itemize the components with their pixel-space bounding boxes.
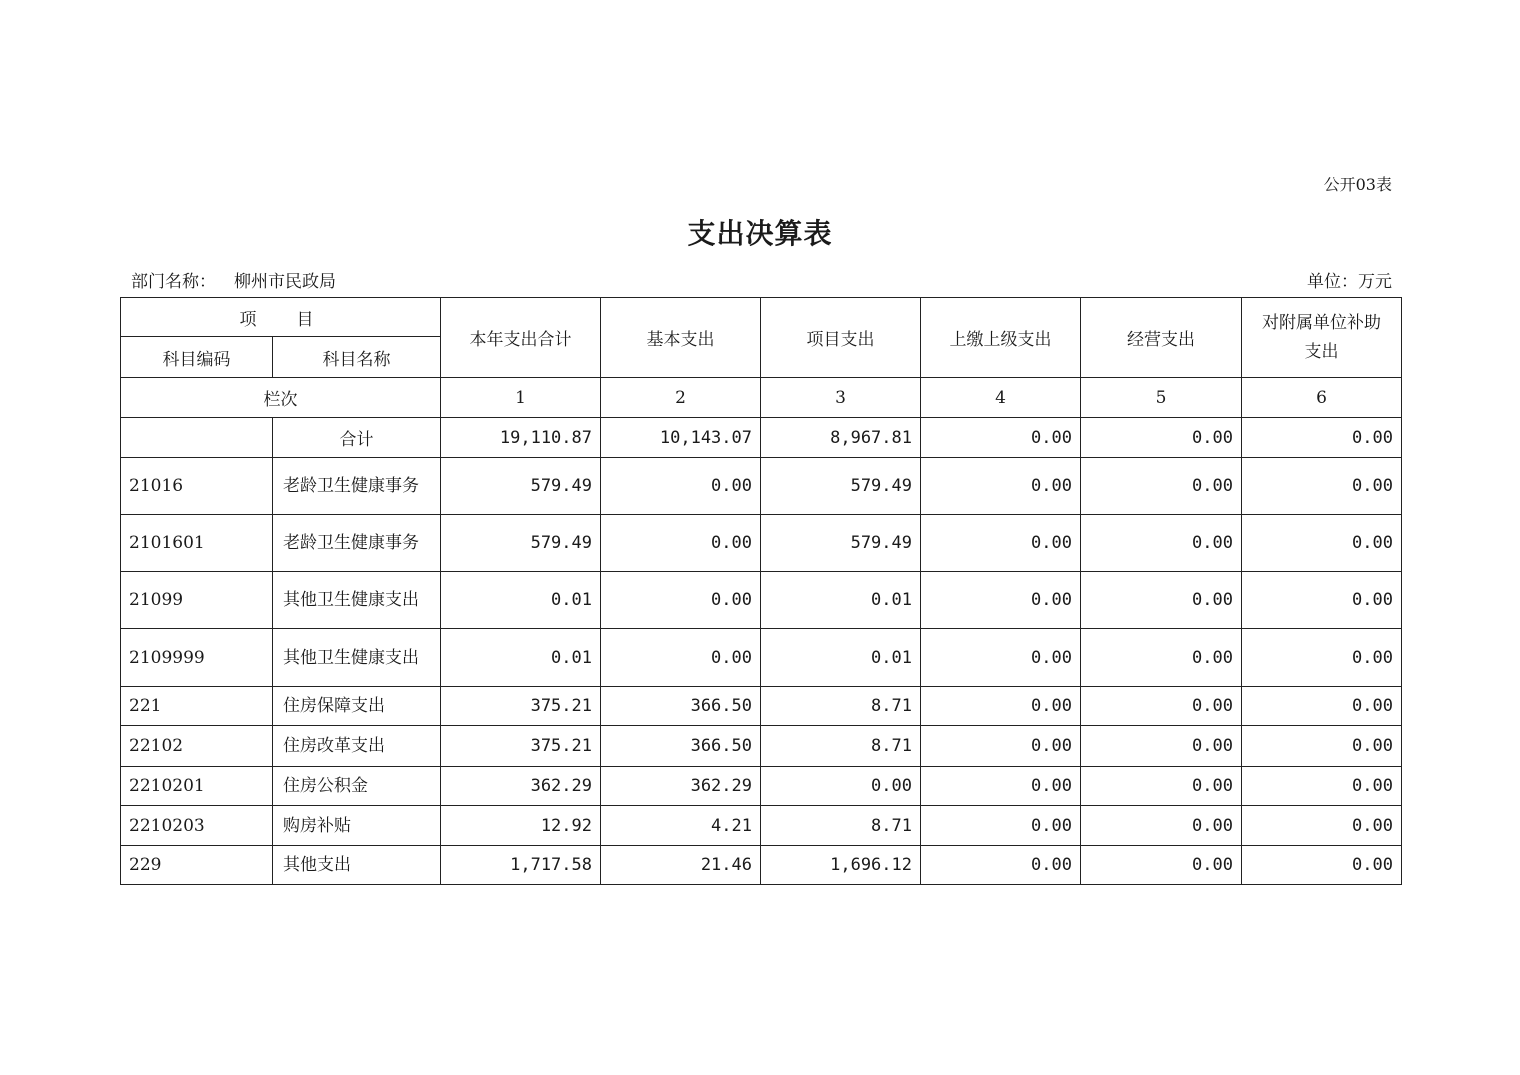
row-col5: 0.00 — [1081, 846, 1242, 885]
row-col2: 21.46 — [601, 846, 761, 885]
table-row — [121, 846, 1402, 885]
row-col4: 0.00 — [921, 846, 1081, 885]
row-col2: 0.00 — [601, 515, 761, 572]
row-col3: 579.49 — [761, 458, 921, 515]
row-col6: 0.00 — [1242, 806, 1402, 846]
col-num-4: 4 — [921, 378, 1081, 418]
header-col6: 对附属单位补助支出 — [1242, 298, 1402, 378]
row-col6: 0.00 — [1242, 846, 1402, 885]
row-col2: 4.21 — [601, 806, 761, 846]
header-code: 科目编码 — [121, 337, 273, 378]
row-col2: 0.00 — [601, 572, 761, 629]
header-name: 科目名称 — [273, 337, 441, 378]
table-row — [121, 458, 1402, 515]
row-col6: 0.00 — [1242, 458, 1402, 515]
row-col5: 0.00 — [1081, 687, 1242, 726]
row-name: 住房保障支出 — [273, 687, 441, 726]
row-col1: 375.21 — [441, 726, 601, 767]
row-col2: 366.50 — [601, 687, 761, 726]
row-code: 21099 — [121, 572, 273, 629]
row-col4: 0.00 — [921, 767, 1081, 806]
col-num-5: 5 — [1081, 378, 1242, 418]
col-num-2: 2 — [601, 378, 761, 418]
row-col2: 0.00 — [601, 458, 761, 515]
row-col5: 0.00 — [1081, 458, 1242, 515]
row-code: 2210203 — [121, 806, 273, 846]
department-line — [131, 267, 336, 292]
header-col1: 本年支出合计 — [441, 298, 601, 378]
row-col2: 10,143.07 — [601, 418, 761, 458]
row-col3: 8.71 — [761, 726, 921, 767]
row-name: 其他卫生健康支出 — [273, 572, 441, 629]
table-row — [121, 767, 1402, 806]
table-row — [121, 572, 1402, 629]
row-col5: 0.00 — [1081, 418, 1242, 458]
row-col2: 366.50 — [601, 726, 761, 767]
row-code — [121, 418, 273, 458]
page-title: 支出决算表 — [687, 217, 833, 250]
row-col1: 12.92 — [441, 806, 601, 846]
form-number: 公开03表 — [1323, 175, 1392, 194]
row-code: 21016 — [121, 458, 273, 515]
row-col3: 579.49 — [761, 515, 921, 572]
row-col5: 0.00 — [1081, 629, 1242, 687]
table-row — [121, 687, 1402, 726]
row-col1: 362.29 — [441, 767, 601, 806]
row-col4: 0.00 — [921, 726, 1081, 767]
row-name: 购房补贴 — [273, 806, 441, 846]
department-value: 柳州市民政局 — [234, 272, 336, 292]
row-code: 2210201 — [121, 767, 273, 806]
row-col6: 0.00 — [1242, 687, 1402, 726]
row-name: 其他卫生健康支出 — [273, 629, 441, 687]
row-name: 老龄卫生健康事务 — [273, 515, 441, 572]
row-col6: 0.00 — [1242, 767, 1402, 806]
row-col5: 0.00 — [1081, 767, 1242, 806]
row-col5: 0.00 — [1081, 726, 1242, 767]
expenditure-table — [120, 297, 1402, 885]
table-row — [121, 726, 1402, 767]
unit-label: 单位：万元 — [1307, 272, 1392, 292]
col-num-3: 3 — [761, 378, 921, 418]
header-col2: 基本支出 — [601, 298, 761, 378]
table-row — [121, 515, 1402, 572]
row-col6: 0.00 — [1242, 515, 1402, 572]
row-col4: 0.00 — [921, 572, 1081, 629]
row-code: 22102 — [121, 726, 273, 767]
department-label: 部门名称： — [131, 272, 216, 292]
row-col4: 0.00 — [921, 458, 1081, 515]
header-col5: 经营支出 — [1081, 298, 1242, 378]
row-col3: 8.71 — [761, 806, 921, 846]
row-col3: 0.01 — [761, 629, 921, 687]
row-col3: 0.00 — [761, 767, 921, 806]
header-col-index-label: 栏次 — [121, 378, 441, 418]
row-col6: 0.00 — [1242, 418, 1402, 458]
row-col2: 0.00 — [601, 629, 761, 687]
row-col6: 0.00 — [1242, 726, 1402, 767]
col-num-6: 6 — [1242, 378, 1402, 418]
table-row-total — [121, 418, 1402, 458]
row-col3: 0.01 — [761, 572, 921, 629]
row-col5: 0.00 — [1081, 806, 1242, 846]
table-row — [121, 806, 1402, 846]
row-col1: 579.49 — [441, 458, 601, 515]
row-name: 合计 — [273, 418, 441, 458]
header-col3: 项目支出 — [761, 298, 921, 378]
header-item: 项目 — [121, 298, 441, 337]
row-col5: 0.00 — [1081, 515, 1242, 572]
row-code: 2101601 — [121, 515, 273, 572]
row-col1: 1,717.58 — [441, 846, 601, 885]
row-col6: 0.00 — [1242, 629, 1402, 687]
row-name: 老龄卫生健康事务 — [273, 458, 441, 515]
row-col4: 0.00 — [921, 418, 1081, 458]
row-name: 其他支出 — [273, 846, 441, 885]
col-num-1: 1 — [441, 378, 601, 418]
row-col4: 0.00 — [921, 687, 1081, 726]
row-col6: 0.00 — [1242, 572, 1402, 629]
row-col1: 375.21 — [441, 687, 601, 726]
row-name: 住房改革支出 — [273, 726, 441, 767]
row-col3: 8,967.81 — [761, 418, 921, 458]
header-col4: 上缴上级支出 — [921, 298, 1081, 378]
row-col3: 1,696.12 — [761, 846, 921, 885]
row-col3: 8.71 — [761, 687, 921, 726]
table-row — [121, 629, 1402, 687]
row-col1: 579.49 — [441, 515, 601, 572]
row-name: 住房公积金 — [273, 767, 441, 806]
row-col4: 0.00 — [921, 629, 1081, 687]
row-col1: 0.01 — [441, 629, 601, 687]
row-code: 229 — [121, 846, 273, 885]
row-col4: 0.00 — [921, 515, 1081, 572]
row-col4: 0.00 — [921, 806, 1081, 846]
row-code: 221 — [121, 687, 273, 726]
row-code: 2109999 — [121, 629, 273, 687]
row-col1: 19,110.87 — [441, 418, 601, 458]
row-col2: 362.29 — [601, 767, 761, 806]
row-col5: 0.00 — [1081, 572, 1242, 629]
row-col1: 0.01 — [441, 572, 601, 629]
